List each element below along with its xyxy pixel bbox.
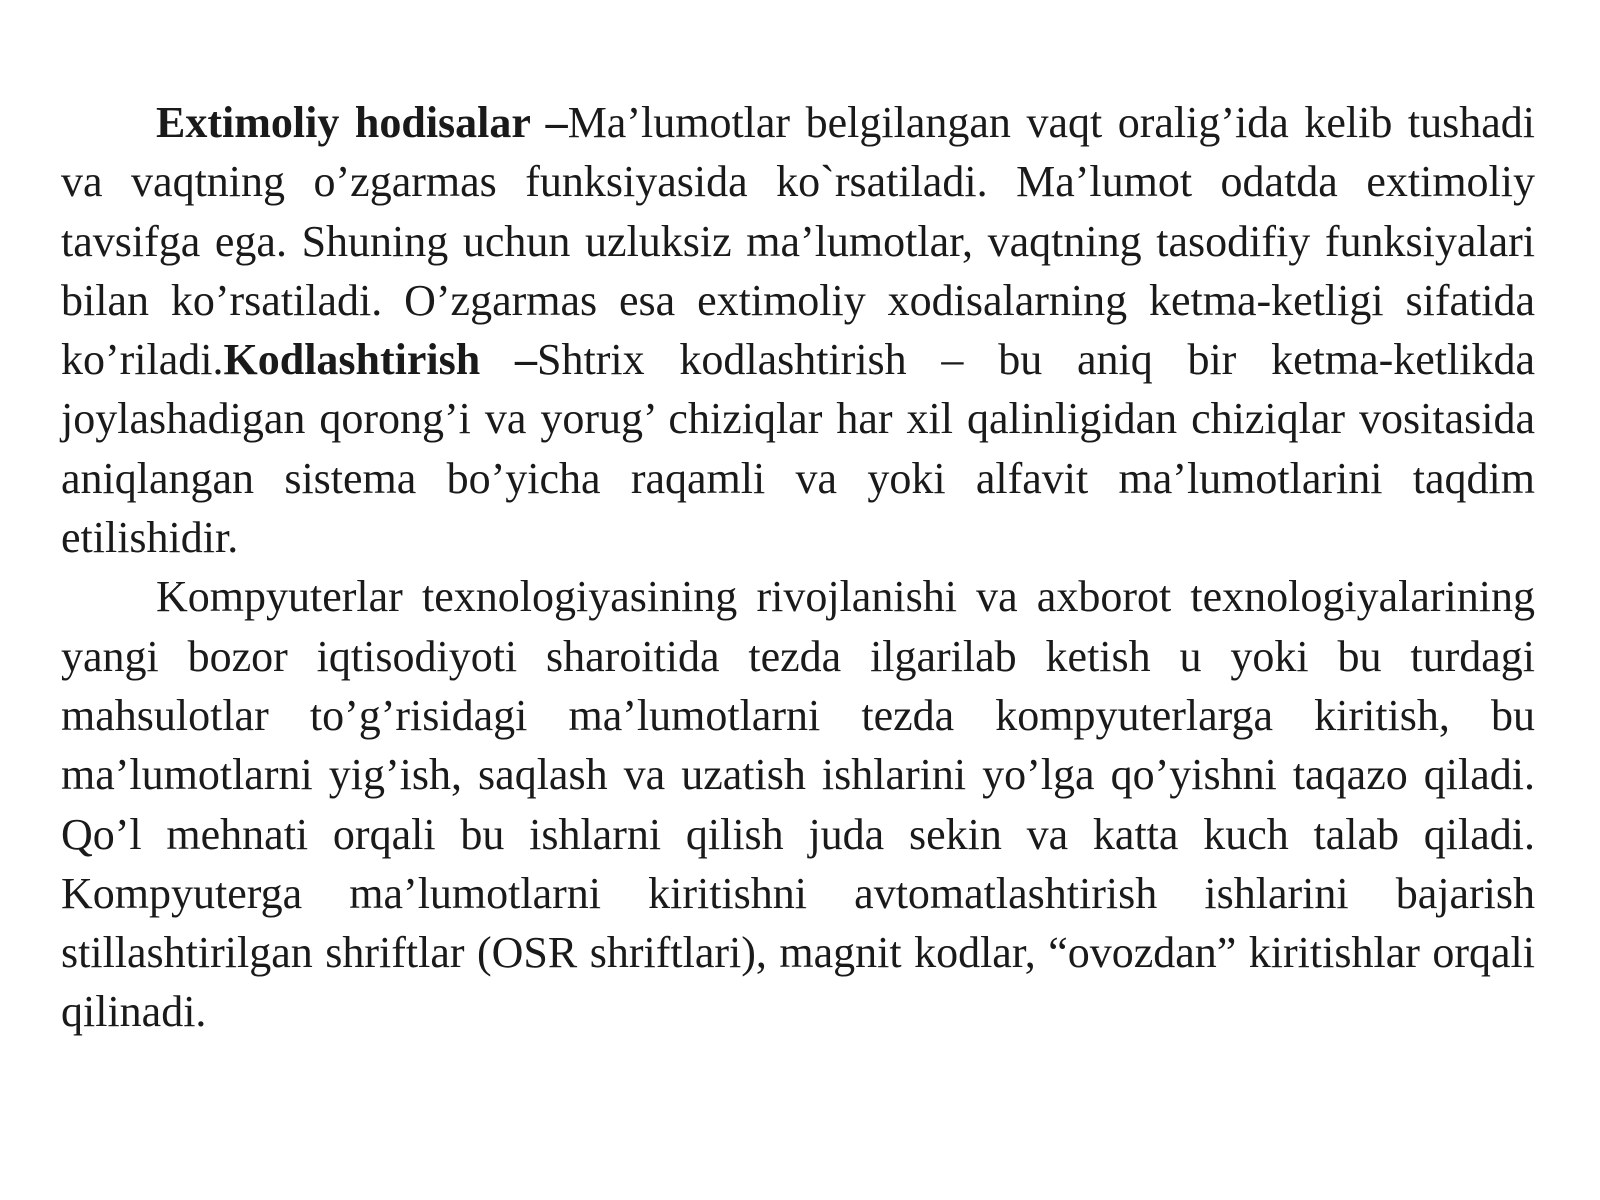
definition-extimoliy-hodisalar: Ma’lumotlar belgilangan vaqt oralig’ida kelib tushadi va vaqtning o’zgarmas funksiyasida ko`rsatiladi. Ma’lumot odatda extimoliy tavsifga ega. Shuning uchun uzluksiz ma’lumotlar, vaqtning tasodifiy funksiyalari bilan ko’rsatiladi. O’zgarmas esa extimoliy xodisalarning ketma-ketligi sifatida ko’riladi. [61, 98, 1535, 385]
paragraph-kompyuterlar [61, 567, 1535, 1041]
definition-kodlashtirish: Shtrix kodlashtirish – bu aniq bir ketma-ketlikda joylashadigan qorong’i va yorug’ chiziqlar har xil qalinligidan chiziqlar vositasida aniqlangan sistema bo’yicha raqamli va yoki alfavit ma’lumotlarini taqdim etilishidir. [61, 335, 1535, 563]
term-kodlashtirish: Kodlashtirish – [223, 335, 538, 385]
paragraph-extimoliy-hodisalar [61, 93, 1535, 567]
paragraph-kompyuterlar-text: Kompyuterlar texnologiyasining rivojlanishi va axborot texnologiyalarining yangi bozor iqtisodiyoti sharoitida tezda ilgarilab ketish u yoki bu turdagi mahsulotlar to’g’risidagi ma’lumotlarni tezda kompyuterlarga kiritish, bu ma’lumotlarni yig’ish, saqlash va uzatish ishlarini yo’lga qo’yishni taqazo qiladi. Qo’l mehnati orqali bu ishlarni qilish juda sekin va katta kuch talab qiladi. Kompyuterga ma’lumotlarni kiritishni avtomatlashtirish ishlarini bajarish stillashtirilgan shriftlar (OSR shriftlari), magnit kodlar, “ovozdan” kiritishlar orqali qilinadi. [61, 572, 1535, 1037]
document-body [61, 93, 1535, 1042]
term-extimoliy-hodisalar: Extimoliy hodisalar – [156, 98, 568, 147]
